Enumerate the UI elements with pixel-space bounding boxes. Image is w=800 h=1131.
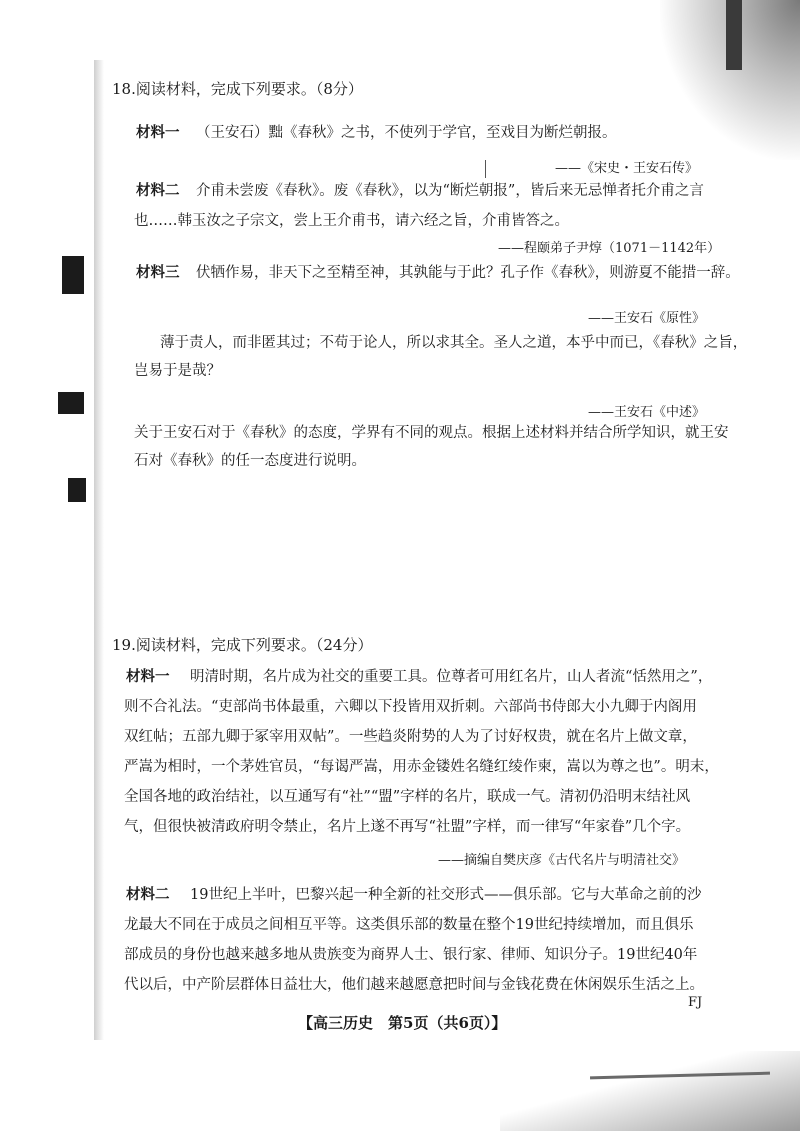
- q18-material-3-line-3: 岂易于是哉？: [134, 363, 221, 379]
- q19-material-2-label: 材料二: [126, 886, 170, 903]
- q18-material-3-label: 材料三: [136, 264, 180, 281]
- q19-material-1-source: ——摘编自樊庆彦《古代名片与明清社交》: [438, 853, 686, 868]
- q18-material-2-line-2: 也……韩玉汝之子宗文，尝上王介甫书，请六经之旨，介甫皆答之。: [134, 213, 569, 229]
- scan-corner-mark: [726, 0, 742, 70]
- q19-material-1-line-4: 严嵩为相时，一个茅姓官员，“每谒严嵩，用赤金镂姓名缝红绫作柬，嵩以为尊之也”。明末，: [124, 759, 719, 775]
- pen-mark: [485, 160, 486, 178]
- q19-material-1-line-3: 双红帖；五部九卿于冢宰用双帖”。一些趋炎附势的人为了讨好权贵，就在名片上做文章，: [124, 729, 697, 745]
- question-18-title: 18.阅读材料，完成下列要求。（8分）: [112, 80, 363, 98]
- q18-requirement-line-1: 关于王安石对于《春秋》的态度，学界有不同的观点。根据上述材料并结合所学知识，就王安: [134, 425, 729, 441]
- question-19-title: 19.阅读材料，完成下列要求。（24分）: [112, 636, 373, 654]
- q18-material-2-label: 材料二: [136, 182, 180, 199]
- q18-material-1-text: （王安石）黜《春秋》之书，不使列于学官，至戏目为断烂朝报。: [196, 125, 617, 141]
- q19-material-2-line-2: 龙最大不同在于成员之间相互平等。这类俱乐部的数量在整个19世纪持续增加，而且俱乐: [124, 917, 694, 933]
- footer-mark: FJ: [688, 995, 703, 1010]
- q18-material-3-line-1: 伏牺作易，非天下之至精至神，其孰能与于此？孔子作《春秋》，则游夏不能措一辞。: [196, 265, 740, 281]
- page-footer: 【高三历史 第5页（共6页）】: [298, 1014, 507, 1032]
- scan-bottom-shadow: [500, 1051, 800, 1131]
- q19-material-1-line-6: 气，但很快被清政府明令禁止，名片上遂不再写“社盟”字样，而一律写“年家眷”几个字。: [124, 819, 691, 835]
- q19-material-2-line-3: 部成员的身份也越来越多地从贵族变为商界人士、银行家、律师、知识分子。19世纪40年: [124, 947, 698, 963]
- q19-material-2-line-1: 19世纪上半叶，巴黎兴起一种全新的社交形式——俱乐部。它与大革命之前的沙: [190, 887, 702, 903]
- q18-material-1-source: ——《宋史・王安石传》: [555, 161, 699, 176]
- q18-material-3-line-2: 薄于责人，而非匿其过；不苟于论人，所以求其全。圣人之道，本乎中而已，《春秋》之旨，: [160, 335, 748, 351]
- q19-material-1-line-5: 全国各地的政治结社，以互通写有“社”“盟”字样的名片，联成一气。清初仍沿明末结社风: [124, 789, 691, 805]
- q19-material-1-line-1: 明清时期，名片成为社交的重要工具。位尊者可用红名片，山人者流“恬然用之”，: [190, 669, 713, 685]
- scan-edge-shadow: [94, 60, 104, 1040]
- q19-material-1-line-2: 则不合礼法。“吏部尚书体最重，六卿以下投皆用双折刺。六部尚书侍郎大小九卿于内阁用: [124, 699, 697, 715]
- q18-material-3-source-1: ——王安石《原性》: [588, 311, 706, 326]
- binding-marks: [58, 230, 88, 590]
- q18-material-2-source: ——程颐弟子尹焞（1071－1142年）: [498, 241, 721, 256]
- q18-material-3-source-2: ——王安石《中述》: [588, 405, 706, 420]
- q18-material-1-label: 材料一: [136, 124, 180, 141]
- q18-material-2-line-1: 介甫未尝废《春秋》。废《春秋》，以为“断烂朝报”，皆后来无忌惮者托介甫之言: [196, 183, 704, 199]
- q18-requirement-line-2: 石对《春秋》的任一态度进行说明。: [134, 453, 366, 469]
- q19-material-2-line-4: 代以后，中产阶层群体日益壮大，他们越来越愿意把时间与金钱花费在休闲娱乐生活之上。: [124, 977, 704, 993]
- q19-material-1-label: 材料一: [126, 668, 170, 685]
